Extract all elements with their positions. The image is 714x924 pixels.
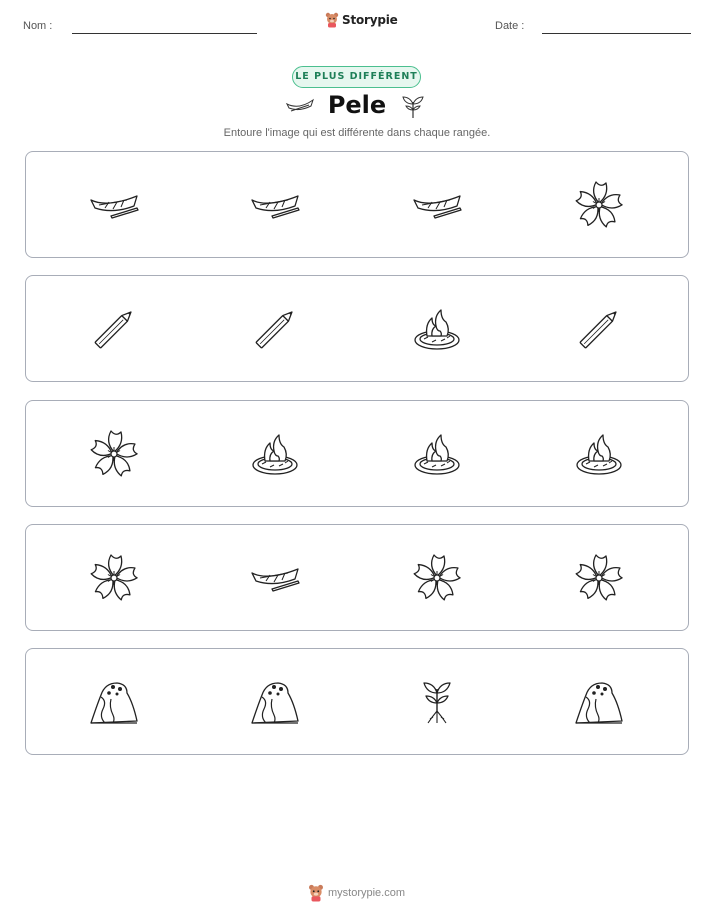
volcano-icon[interactable] [87,675,141,729]
pencil-icon[interactable] [87,302,141,356]
exercise-row [25,400,689,507]
exercise-row [25,648,689,755]
canoe-icon[interactable] [248,178,302,232]
brand-name: Storypie [342,13,398,27]
volcano-icon[interactable] [572,675,626,729]
flower-icon[interactable] [87,427,141,481]
date-line [542,33,691,34]
footer [308,884,405,902]
brand-logo [325,12,398,28]
footer-url: mystorypie.com [328,887,406,899]
pencil-icon[interactable] [248,302,302,356]
canoe-icon[interactable] [87,178,141,232]
name-line [72,33,257,34]
bear-logo-icon [308,884,324,902]
sprout-icon[interactable] [410,675,464,729]
fire-icon[interactable] [572,427,626,481]
fire-icon[interactable] [248,427,302,481]
fire-icon[interactable] [410,302,464,356]
flower-icon[interactable] [410,551,464,605]
worksheet-type-badge: LE PLUS DIFFÉRENT [292,66,421,88]
exercise-row [25,524,689,631]
bear-logo-icon [325,12,339,28]
flower-icon[interactable] [87,551,141,605]
flower-icon[interactable] [572,551,626,605]
exercise-row [25,151,689,258]
instructions: Entoure l'image qui est différente dans chaque rangée. [223,127,491,139]
date-label: Date : [495,20,525,32]
canoe-icon[interactable] [410,178,464,232]
exercise-row [25,275,689,382]
name-label: Nom : [23,20,53,32]
volcano-icon[interactable] [248,675,302,729]
page-title: Pele [327,91,387,119]
flower-icon[interactable] [572,178,626,232]
pencil-icon[interactable] [572,302,626,356]
fire-icon[interactable] [410,427,464,481]
canoe-icon[interactable] [248,551,302,605]
sprout-deco-icon [400,92,426,120]
